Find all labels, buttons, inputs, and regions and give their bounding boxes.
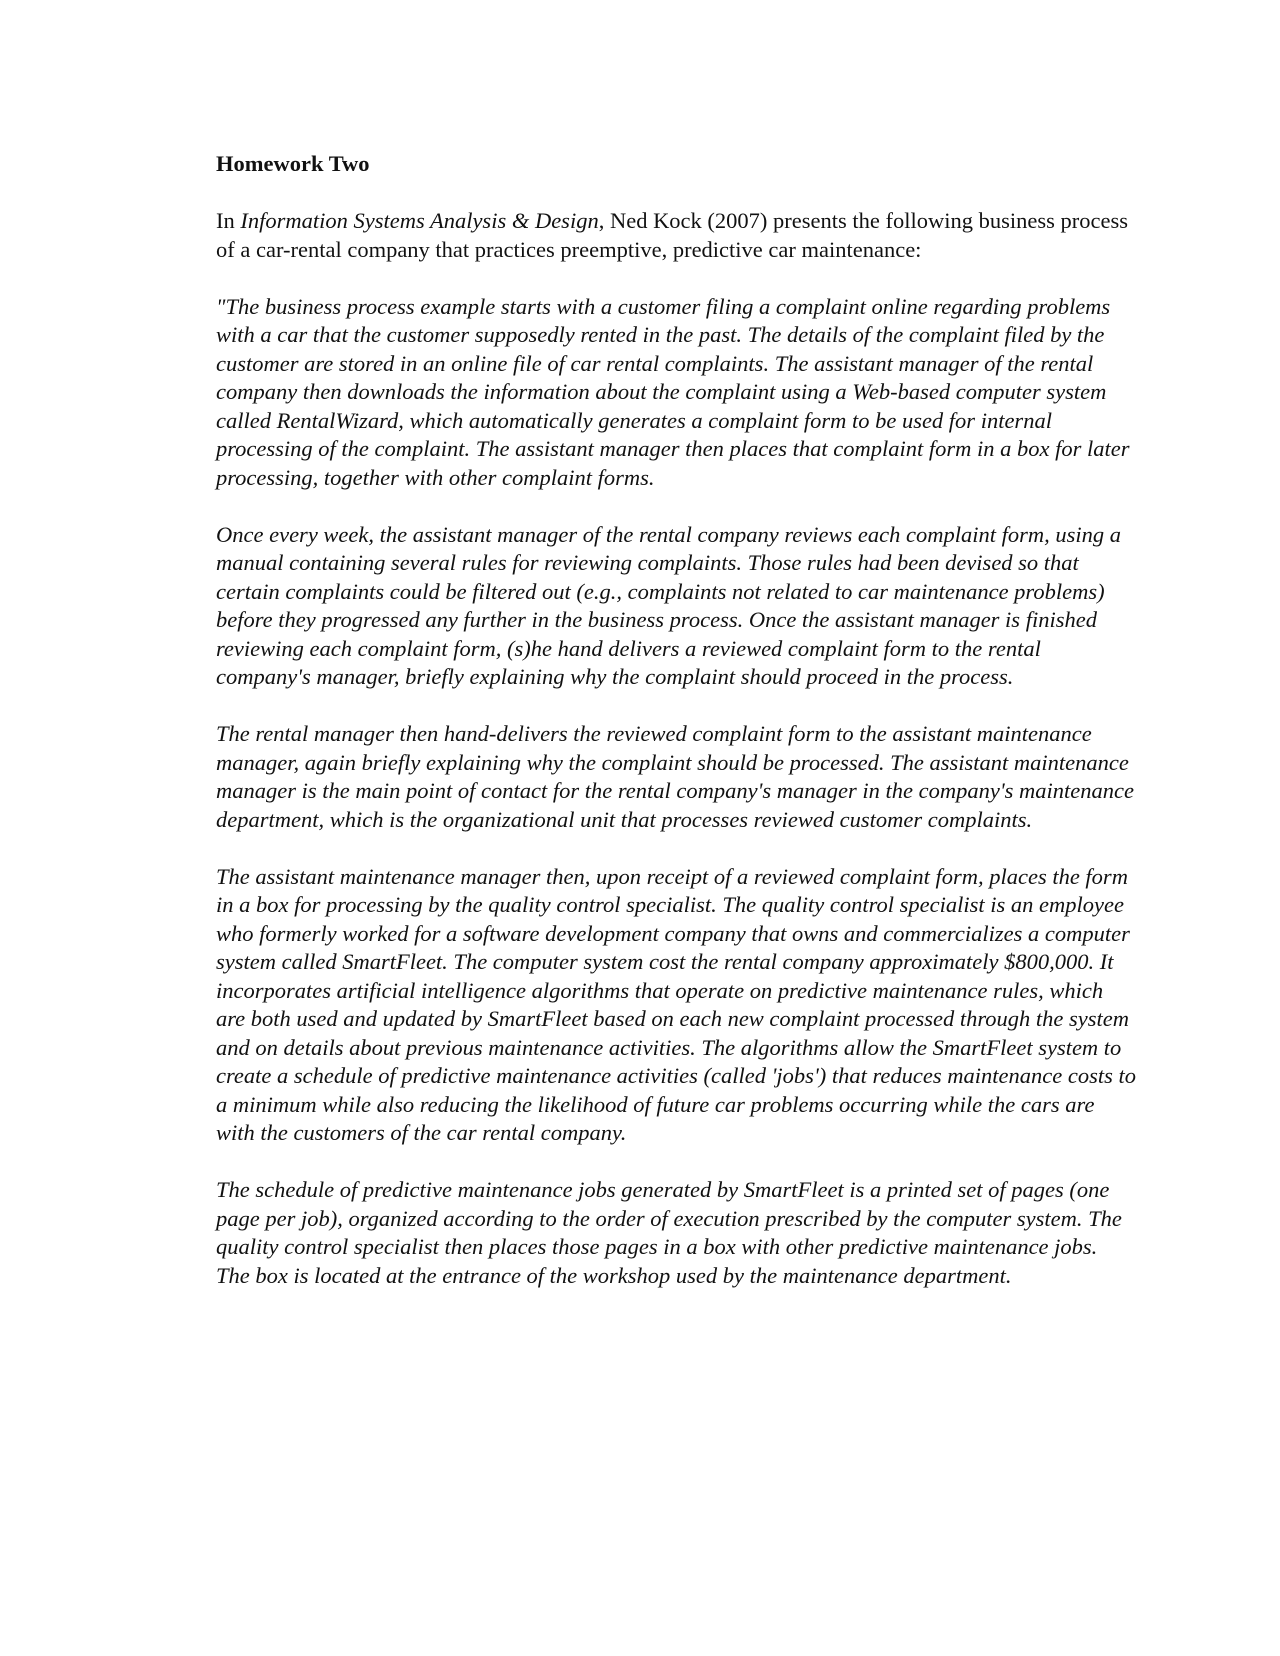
intro-suffix: , Ned Kock (2007) presents the following business process of a car-rental company that practices preemptive, predictive car maintenance:	[216, 208, 1128, 262]
quote-paragraph-2: Once every week, the assistant manager of the rental company reviews each complaint form, using a manual containing several rules for reviewing complaints. Those rules had been devised so that certain complaints could be filtered out (e.g., complaints not related to car maintenance problems) before they progressed any further in the business process. Once the assistant manager is finished reviewing each complaint form, (s)he hand delivers a reviewed complaint form to the rental company's manager, briefly explaining why the complaint should proceed in the process.	[216, 521, 1122, 689]
intro-paragraph	[216, 207, 1136, 264]
quote-paragraph-4: The assistant maintenance manager then, upon receipt of a reviewed complaint form, places the form in a box for processing by the quality control specialist. The quality control specialist is an employee who formerly worked for a software development company that owns and commercializes a computer system called SmartFleet. The computer system cost the rental company approximately $800,000. It incorporates artificial intelligence algorithms that operate on predictive maintenance rules, which are both used and updated by SmartFleet based on each new complaint processed through the system and on details about previous maintenance activities. The algorithms allow the SmartFleet system to create a schedule of predictive maintenance activities (called 'jobs') that reduces maintenance costs to a minimum while also reducing the likelihood of future car problems occurring while the cars are with the customers of the car rental company.	[216, 863, 1136, 1145]
quote-paragraph-3: The rental manager then hand-delivers the reviewed complaint form to the assistant maintenance manager, again briefly explaining why the complaint should be processed. The assistant maintenance manager is the main point of contact for the rental company's manager in the company's maintenance department, which is the organizational unit that processes reviewed customer complaints.	[216, 721, 1135, 832]
document-page	[216, 150, 1136, 1319]
document-title: Homework Two	[216, 151, 370, 176]
book-title: Information Systems Analysis & Design	[240, 208, 599, 233]
intro-prefix: In	[216, 208, 241, 233]
quote-paragraph-5: The schedule of predictive maintenance jobs generated by SmartFleet is a printed set of pages (one page per job), organized according to the order of execution prescribed by the computer system. The quality control specialist then places those pages in a box with other predictive maintenance jobs. The box is located at the entrance of the workshop used by the maintenance department.	[216, 1177, 1122, 1288]
quote-paragraph-1: "The business process example starts with a customer filing a complaint online regarding problems with a car that the customer supposedly rented in the past. The details of the complaint filed by the customer are stored in an online file of car rental complaints. The assistant manager of the rental company then downloads the information about the complaint using a Web-based computer system called RentalWizard, which automatically generates a complaint form to be used for internal processing of the complaint. The assistant manager then places that complaint form in a box for later processing, together with other complaint forms.	[216, 293, 1130, 490]
